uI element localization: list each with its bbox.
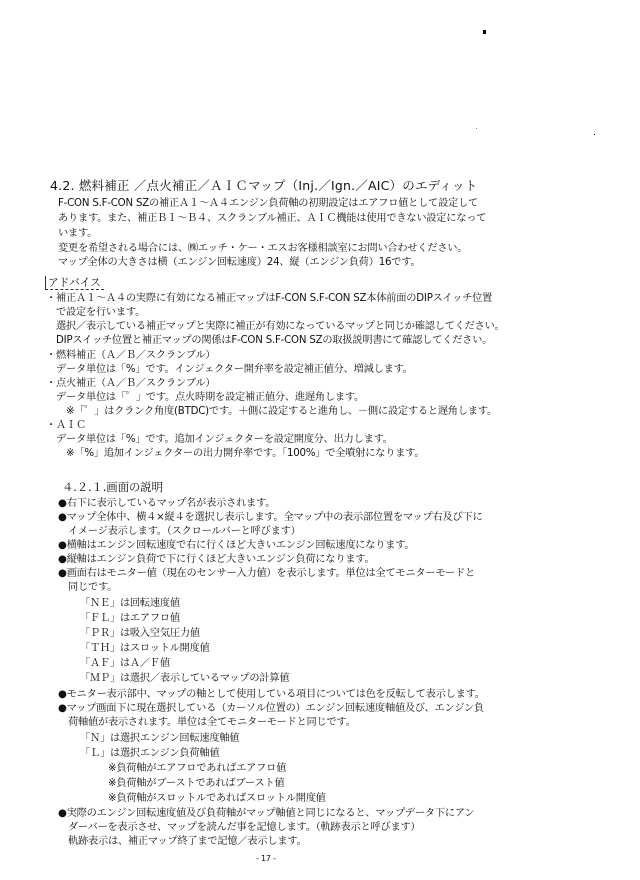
desc-line: ●横軸はエンジン回転速度で右に行くほど大きいエンジン回転速度になります。 bbox=[58, 540, 415, 551]
monitor-item: 「ＴＨ」はスロットル開度値 bbox=[80, 643, 210, 654]
axis-item: 「Ｎ」は選択エンジン回転速度軸値 bbox=[80, 733, 240, 744]
desc-line: ダーバーを表示させ、マップを読んだ事を記憶します。（軌跡表示と呼びます） bbox=[68, 822, 421, 833]
desc-line: 荷軸値が表示されます。単位は全てモニターモードと同じです。 bbox=[68, 717, 356, 728]
axis-note: ※負荷軸がスロットルであればスロットル開度値 bbox=[108, 793, 326, 804]
desc-line: 同じです。 bbox=[68, 582, 118, 593]
intro-line: あります。また、補正Ｂ１～Ｂ４、スクランブル補正、ＡＩＣ機能は使用できない設定になって bbox=[58, 213, 487, 224]
advice-line: DIPスイッチ位置と補正マップの関係はF-CON S.F-CON SZの取扱説明書にて確認してください。 bbox=[56, 335, 493, 346]
advice-line: 選択／表示している補正マップと実際に補正が有効になっているマップと同じか確認してください。 bbox=[56, 321, 505, 332]
advice-line: データ単位は「゜」です。点火時期を設定補正値分、進遅角します。 bbox=[56, 392, 364, 403]
scan-speck bbox=[483, 30, 486, 34]
desc-line: 軌跡表示は、補正マップ終了まで記憶／表示します。 bbox=[68, 836, 307, 847]
monitor-item: 「ＮＥ」は回転速度値 bbox=[80, 598, 180, 609]
desc-line: ●画面右はモニター値（現在のセンサー入力値）を表示します。単位は全てモニターモードと bbox=[58, 568, 475, 579]
desc-line: イメージ表示します。（スクロールバーと呼びます） bbox=[68, 526, 301, 537]
desc-line: ●縦軸はエンジン負荷で下に行くほど大きいエンジン負荷になります。 bbox=[58, 554, 375, 565]
intro-line: います。 bbox=[58, 228, 98, 239]
page-number: - 17 - bbox=[256, 854, 276, 863]
monitor-item: 「ＭＰ」は選択／表示しているマップの計算値 bbox=[80, 673, 290, 684]
advice-line: ・ＡＩＣ bbox=[46, 420, 86, 431]
advice-line: ・補正Ａ１～Ａ４の実際に有効になる補正マップはF-CON S.F-CON SZ本体前面のDIPスイッチ位置 bbox=[46, 293, 493, 304]
advice-heading: アドバイス bbox=[45, 276, 104, 290]
axis-note: ※負荷軸がブーストであればブースト値 bbox=[108, 778, 285, 789]
section-title: 4.2. 燃料補正 ／点火補正／ＡＩＣマップ（Inj.／Ign.／AIC）のエディット bbox=[50, 178, 478, 193]
desc-line: ●マップ画面下に現在選択している（カーソル位置の）エンジン回転速度軸値及び、エンジン負 bbox=[58, 703, 484, 714]
advice-line: データ単位は「%」です。追加インジェクターを設定開度分、出力します。 bbox=[56, 434, 393, 445]
advice-line: ※「%」追加インジェクターの出力開弁率です。「100%」で全噴射になります。 bbox=[66, 448, 425, 459]
desc-line: ●マップ全体中、横４×縦４を選択し表示します。全マップ中の表示部位置をマップ右及び下に bbox=[58, 512, 483, 523]
intro-line: 変更を希望される場合には、㈱エッチ・ケー・エスお客様相談室にお問い合わせください。 bbox=[58, 243, 468, 254]
intro-line: マップ全体の大きさは横（エンジン回転速度）24、縦（エンジン負荷）16です。 bbox=[58, 257, 421, 268]
monitor-item: 「ＦＬ」はエアフロ値 bbox=[80, 613, 180, 624]
axis-item: 「Ｌ」は選択エンジン負荷軸値 bbox=[80, 748, 220, 759]
advice-line: ・点火補正（Ａ／Ｂ／スクランブル） bbox=[46, 378, 216, 389]
monitor-item: 「ＡＦ」はＡ／Ｆ値 bbox=[80, 658, 170, 669]
monitor-item: 「ＰＲ」は吸入空気圧力値 bbox=[80, 628, 200, 639]
scan-speck bbox=[594, 134, 595, 135]
advice-line: データ単位は「%」です。インジェクター開弁率を設定補正値分、増減します。 bbox=[56, 364, 413, 375]
desc-line: ●右下に表示しているマップ名が表示されます。 bbox=[58, 498, 276, 509]
advice-line: で設定を行います。 bbox=[56, 307, 146, 318]
desc-line: ●実際のエンジン回転速度値及び負荷軸がマップ軸値と同じになると、マップデータ下にアン bbox=[58, 808, 475, 819]
advice-line: ※「゜」はクランク角度(BTDC)です。＋側に設定すると進角し、－側に設定すると遅角します。 bbox=[66, 406, 497, 417]
intro-line: F-CON S.F-CON SZの補正Ａ１～Ａ４エンジン負荷軸の初期設定はエアフロ値として設定して bbox=[58, 198, 479, 209]
scan-speck bbox=[476, 128, 477, 129]
desc-line: ●モニター表示部中、マップの軸として使用している項目については色を反転して表示します。 bbox=[58, 689, 485, 700]
axis-note: ※負荷軸がエアフロであればエアフロ値 bbox=[108, 763, 287, 774]
advice-line: ・燃料補正（Ａ／Ｂ／スクランブル） bbox=[46, 350, 216, 361]
subsection-title: ４.２.１.画面の説明 bbox=[62, 480, 163, 494]
